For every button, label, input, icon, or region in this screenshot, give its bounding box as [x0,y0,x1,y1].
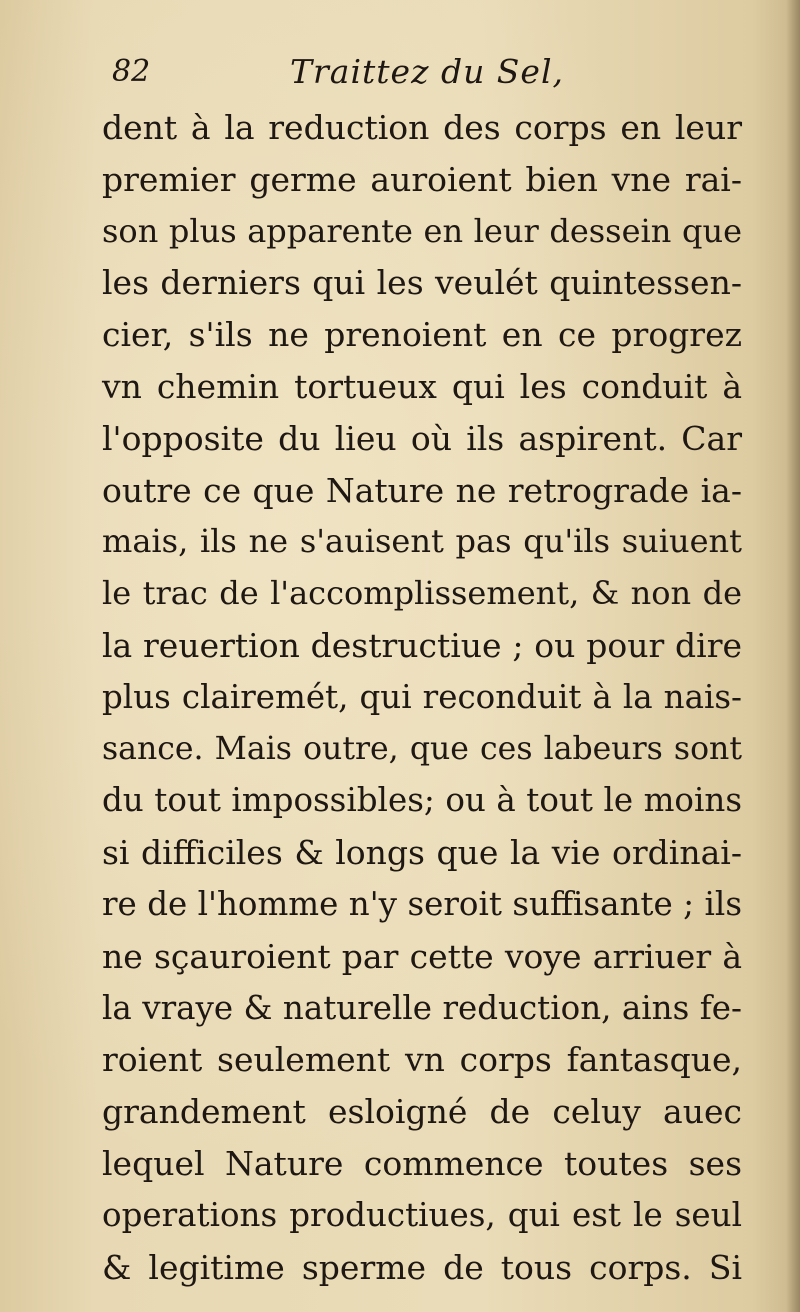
body-text [102,102,742,1293]
page-edge-shadow [786,0,800,1312]
text-line: cier, s'ils ne prenoient en ce progrez [102,315,742,355]
text-line: plus clairemét, qui reconduit à la nais- [102,677,742,716]
running-title: Traittez du Sel, [290,52,564,91]
text-line: son plus apparente en leur dessein que [102,211,742,250]
text-line: si difficiles & longs que la vie ordinai- [102,833,742,873]
page-number: 82 [112,54,151,89]
text-line: la reuertion destructiue ; ou pour dire [102,625,742,665]
text-line: sance. Mais outre, que ces labeurs sont [102,730,742,767]
text-line: operations productiues, qui est le seul [102,1195,742,1234]
text-line: les derniers qui les veulét quintessen- [102,263,742,303]
text-line: & legitime sperme de tous corps. Si [102,1247,742,1287]
text-line: lequel Nature commence toutes ses [102,1143,742,1183]
text-line: l'opposite du lieu où ils aspirent. Car [102,418,742,458]
text-line: la vraye & naturelle reduction, ains fe- [102,988,742,1027]
text-line: roient seulement vn corps fantasque, [102,1040,742,1080]
text-line: le trac de l'accomplissement, & non de [102,574,742,613]
text-line: vn chemin tortueux qui les conduit à [102,366,742,406]
text-line: du tout impossibles; ou à tout le moins [102,781,742,820]
text-line: outre ce que Nature ne retrograde ia- [102,470,742,510]
text-line: dent à la reduction des corps en leur [102,108,742,147]
page-header [112,50,582,96]
text-line: premier germe auroient bien vne rai- [102,159,742,199]
text-line: grandement esloigné de celuy auec [102,1092,742,1132]
text-line: re de l'homme n'y seroit suffisante ; ils [102,884,742,923]
text-line: mais, ils ne s'auisent pas qu'ils suiuent [102,522,742,561]
text-line: ne sçauroient par cette voye arriuer à [102,936,742,976]
